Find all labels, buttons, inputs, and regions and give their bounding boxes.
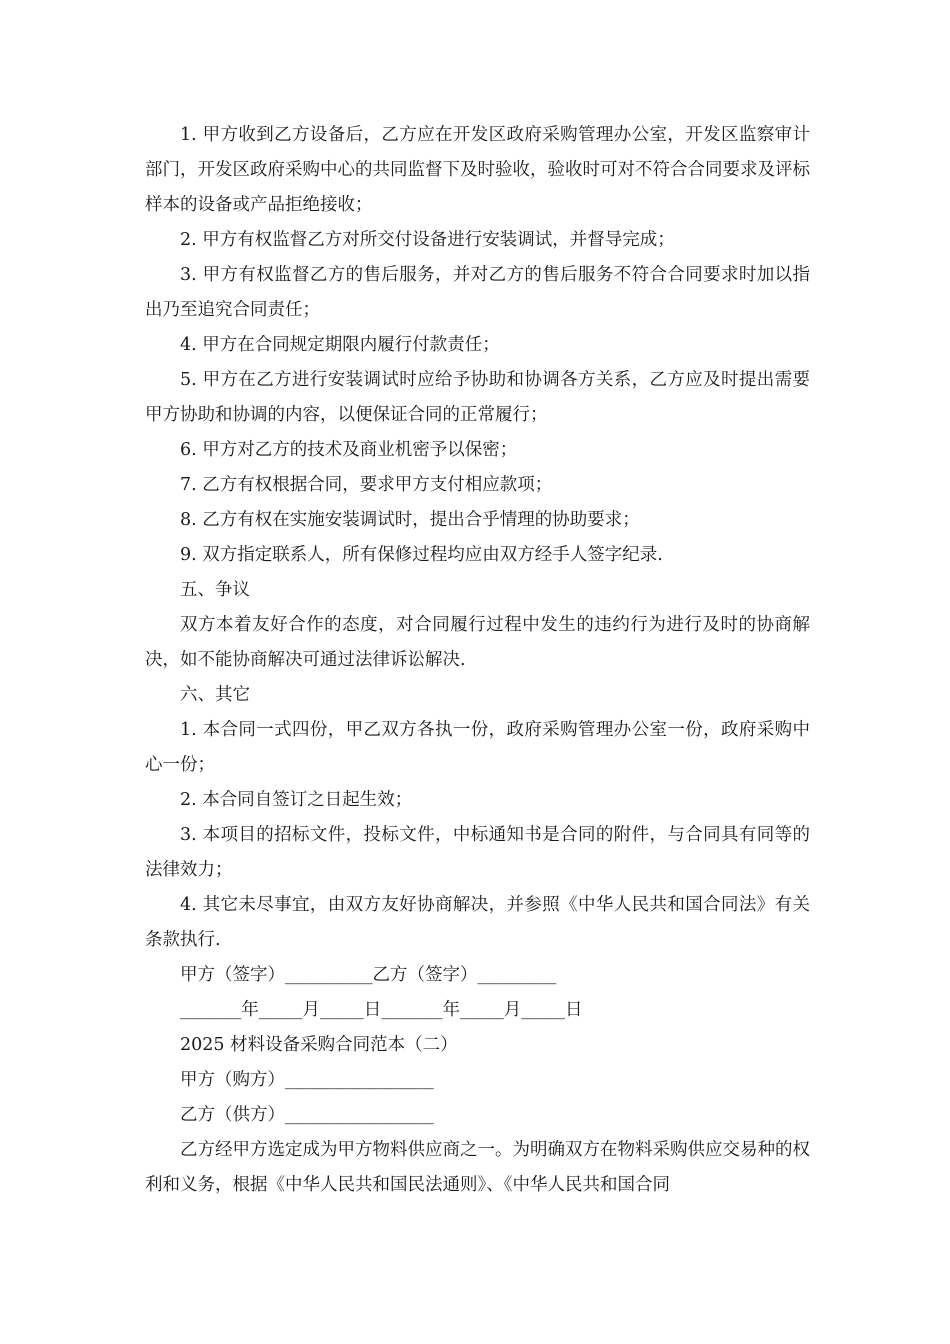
clause-2-installation: 2. 甲方有权监督乙方对所交付设备进行安装调试，并督导完成； [180,230,675,250]
section-heading-other: 六、其它 [180,685,250,705]
other-clause-4: 4. 其它未尽事宜，由双方友好协商解决，并参照《中华人民共和国合同法》有关条款执行. [145,895,810,950]
clause-7-payment-request: 7. 乙方有权根据合同，要求甲方支付相应款项； [180,475,553,495]
clause-5-assistance: 5. 甲方在乙方进行安装调试时应给予协助和协调各方关系，乙方应及时提出需要甲方协助和协调的内容，以便保证合同的正常履行； [145,370,810,425]
preamble-paragraph: 乙方经甲方选定成为甲方物料供应商之一。为明确双方在物料采购供应交易种的权利和义务，根据《中华人民共和国民法通则》、《中华人民共和国合同 [145,1140,810,1195]
date-line: _______年_____月_____日_______年_____月_____日 [180,1000,583,1020]
dispute-paragraph: 双方本着友好合作的态度，对合同履行过程中发生的违约行为进行及时的协商解决，如不能协商解决可通过法律诉讼解决. [145,615,810,670]
clause-6-confidentiality: 6. 甲方对乙方的技术及商业机密予以保密； [180,440,518,460]
document-body [145,118,810,1203]
clause-4-payment: 4. 甲方在合同规定期限内履行付款责任； [180,335,500,355]
clause-8-assistance-request: 8. 乙方有权在实施安装调试时，提出合乎情理的协助要求； [180,510,640,530]
other-clause-1: 1. 本合同一式四份，甲乙双方各执一份，政府采购管理办公室一份，政府采购中心一份； [145,720,810,775]
clause-1-acceptance: 1. 甲方收到乙方设备后，乙方应在开发区政府采购管理办公室，开发区监察审计部门，开发区政府采购中心的共同监督下及时验收，验收时可对不符合合同要求及评标样本的设备或产品拒绝接收； [145,125,810,215]
other-clause-3: 3. 本项目的招标文件，投标文件，中标通知书是合同的附件，与合同具有同等的法律效力； [145,825,810,880]
section-heading-dispute: 五、争议 [180,580,250,600]
signature-line: 甲方（签字）__________乙方（签字）_________ [180,965,557,985]
contract-title-2: 2025 材料设备采购合同范本（二） [180,1035,458,1055]
party-a-buyer: 甲方（购方）_________________ [180,1070,434,1090]
other-clause-2: 2. 本合同自签订之日起生效； [180,790,413,810]
clause-9-contacts: 9. 双方指定联系人，所有保修过程均应由双方经手人签字纪录. [180,545,663,565]
clause-3-after-sales: 3. 甲方有权监督乙方的售后服务，并对乙方的售后服务不符合合同要求时加以指出乃至追究合同责任； [145,265,810,320]
party-b-supplier: 乙方（供方）_________________ [180,1105,434,1125]
